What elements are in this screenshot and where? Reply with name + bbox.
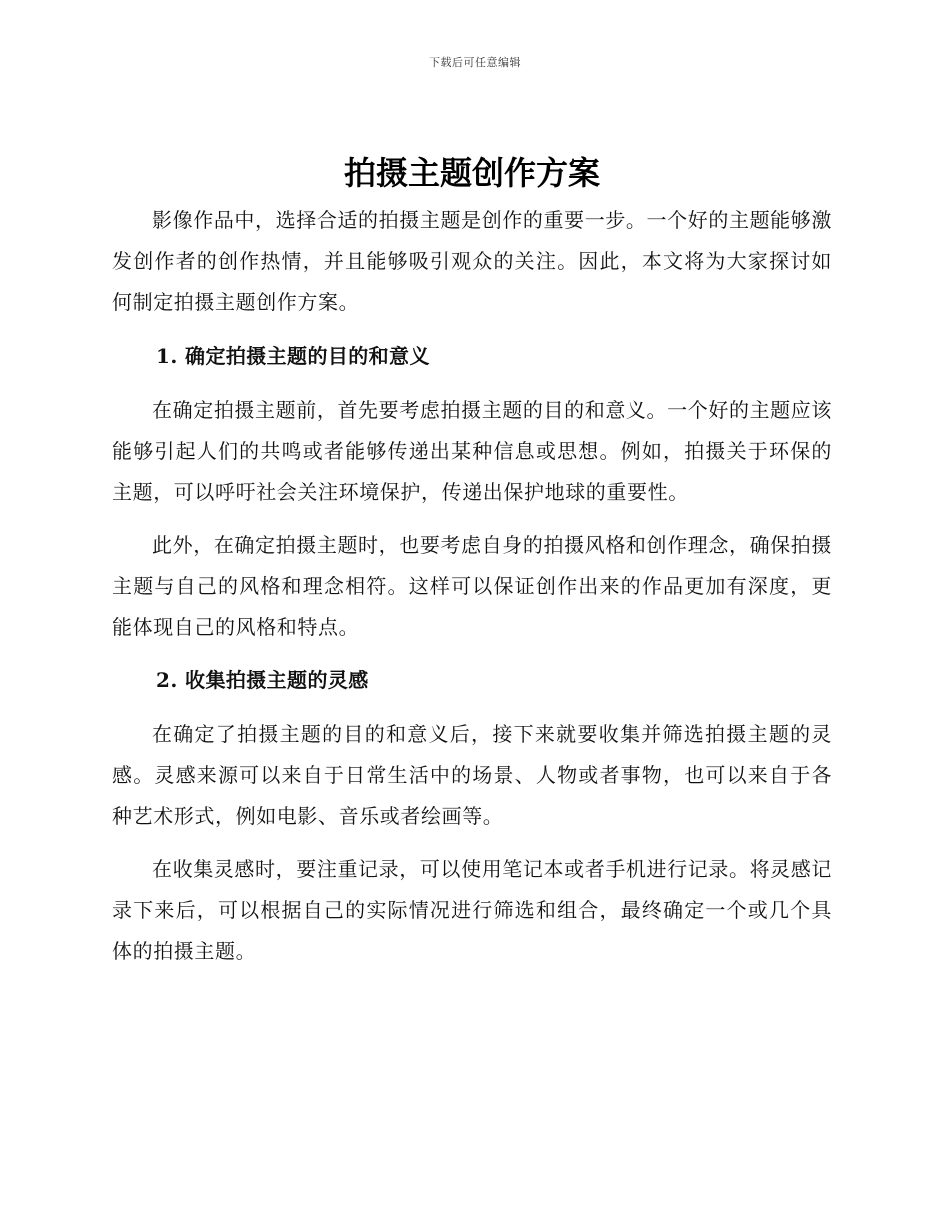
document-body	[112, 150, 832, 972]
section-heading-1: 1. 确定拍摄主题的目的和意义	[156, 344, 430, 368]
section-2-paragraph-1: 在确定了拍摄主题的目的和意义后，接下来就要收集并筛选拍摄主题的灵感。灵感来源可以来自于日常生活中的场景、人物或者事物，也可以来自于各种艺术形式，例如电影、音乐或者绘画等。	[112, 722, 832, 828]
intro-paragraph: 影像作品中，选择合适的拍摄主题是创作的重要一步。一个好的主题能够激发创作者的创作热情，并且能够吸引观众的关注。因此，本文将为大家探讨如何制定拍摄主题创作方案。	[112, 208, 832, 314]
section-1-paragraph-1: 在确定拍摄主题前，首先要考虑拍摄主题的目的和意义。一个好的主题应该能够引起人们的共鸣或者能够传递出某种信息或思想。例如，拍摄关于环保的主题，可以呼吁社会关注环境保护，传递出保护地球的重要性。	[112, 398, 832, 504]
section-heading-2: 2. 收集拍摄主题的灵感	[156, 668, 369, 692]
section-1-paragraph-2: 此外，在确定拍摄主题时，也要考虑自身的拍摄风格和创作理念，确保拍摄主题与自己的风格和理念相符。这样可以保证创作出来的作品更加有深度，更能体现自己的风格和特点。	[112, 533, 832, 639]
section-2-paragraph-2: 在收集灵感时，要注重记录，可以使用笔记本或者手机进行记录。将灵感记录下来后，可以根据自己的实际情况进行筛选和组合，最终确定一个或几个具体的拍摄主题。	[112, 857, 832, 963]
header-note: 下载后可任意编辑	[429, 56, 521, 69]
document-title: 拍摄主题创作方案	[343, 154, 600, 192]
